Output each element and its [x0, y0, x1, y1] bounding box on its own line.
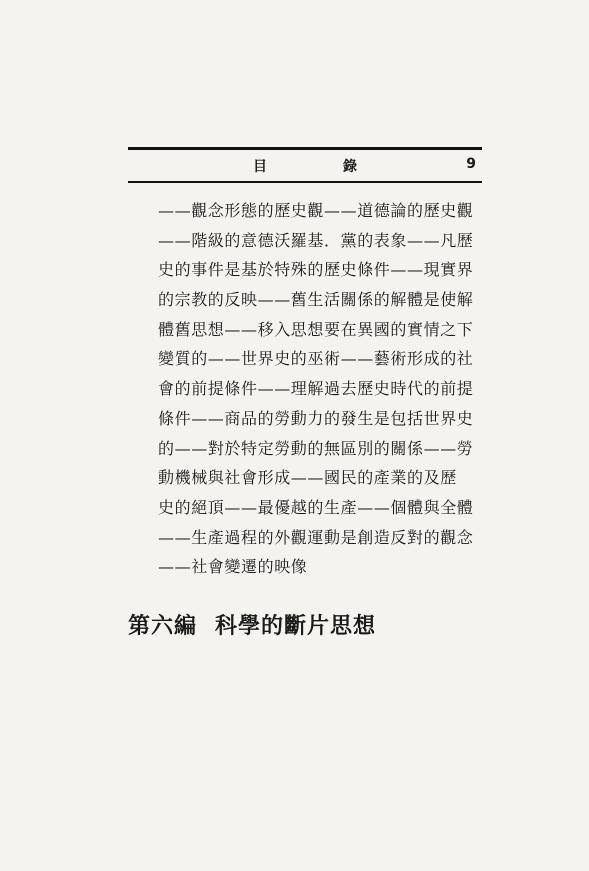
header-rule-top: [128, 147, 482, 150]
header-title-char-2: 錄: [343, 159, 357, 175]
section-heading: [128, 609, 376, 640]
text-line: ——生產過程的外觀運動是創造反對的觀念: [158, 527, 474, 547]
header-rule-bottom: [128, 181, 482, 183]
text-line: 動機械與社會形成——國民的產業的及歷: [158, 468, 457, 488]
text-line: 體舊思想——移入思想要在異國的實情之下: [158, 319, 474, 339]
text-line: 的宗教的反映——舊生活關係的解體是使解: [158, 290, 474, 310]
toc-entry-text: [158, 196, 488, 582]
text-line: 條件——商品的勞動力的發生是包括世界史: [158, 408, 474, 428]
text-line: 會的前提條件——理解過去歷史時代的前提: [158, 379, 474, 399]
text-line: 史的事件是基於特殊的歷史條件——現實界: [158, 260, 474, 280]
text-line: ——社會變遷的映像: [158, 557, 308, 577]
text-line: 史的絕頂——最優越的生產——個體與全體: [158, 497, 474, 517]
text-line: ——階級的意德沃羅基．黨的表象——凡歷: [158, 230, 474, 250]
page-number: 9: [466, 156, 476, 172]
text-line: 變質的——世界史的巫術——藝術形成的社: [158, 349, 474, 369]
text-line: ——觀念形態的歷史觀——道德論的歷史觀: [158, 201, 474, 220]
text-line: 的——對於特定勞動的無區別的關係——勞: [158, 438, 474, 458]
running-header: [128, 156, 482, 178]
header-title-char-1: 目: [253, 159, 267, 175]
section-number: 第六編: [128, 613, 198, 639]
section-title: 科學的斷片思想: [215, 613, 377, 639]
